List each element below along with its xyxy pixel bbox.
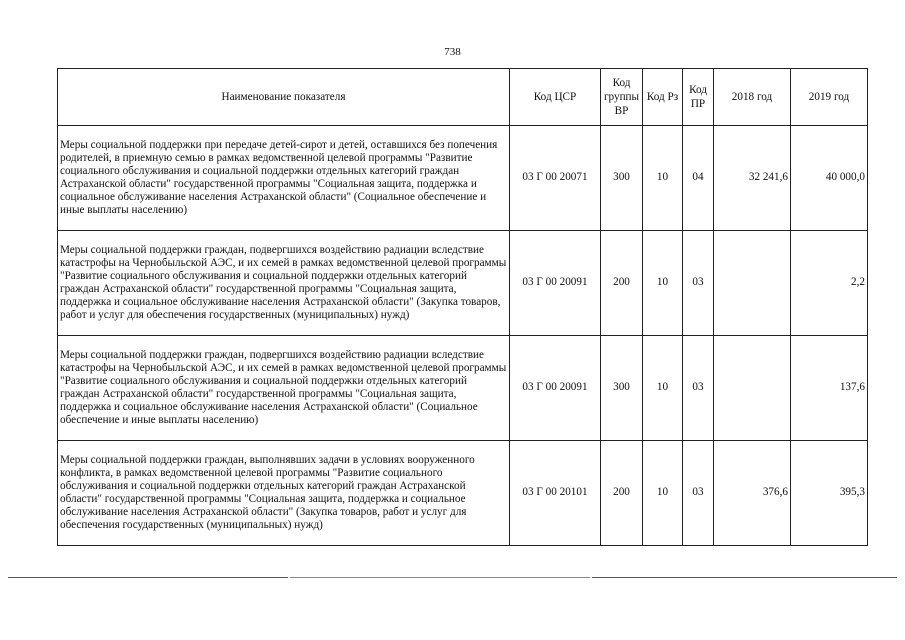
header-2018: 2018 год	[714, 69, 791, 126]
cell-2019: 40 000,0	[791, 126, 868, 231]
header-rz: Код Рз	[643, 69, 683, 126]
budget-table	[57, 68, 868, 546]
header-pr: Код ПР	[683, 69, 714, 126]
cell-csr: 03 Г 00 20071	[510, 126, 601, 231]
table-header-row	[58, 69, 868, 126]
cell-pr: 04	[683, 126, 714, 231]
cell-2018: 376,6	[714, 441, 791, 546]
header-vr: Код группы ВР	[601, 69, 643, 126]
cell-name: Меры социальной поддержки при передаче детей-сирот и детей, оставшихся без попечения родителей, в приемную семью в рамках ведомственной целевой программы "Развитие социального обслуживания и социальной поддержки отдельных категорий граждан Астраханской области" государственной программы "Социальная защита, поддержка и социальное обслуживание населения Астраханской области" (Социальное обеспечение и иные выплаты населению)	[58, 126, 510, 231]
cell-name: Меры социальной поддержки граждан, выполнявших задачи в условиях вооруженного конфликта, в рамках ведомственной целевой программы "Развитие социального обслуживания и социальной поддержки отдельных категорий граждан Астраханской области" государственной программы "Социальная защита, поддержка и социальное обслуживание населения Астраханской области" (Закупка товаров, работ и услуг для обеспечения государственных (муниципальных) нужд)	[58, 441, 510, 546]
cell-2018: 32 241,6	[714, 126, 791, 231]
table-row	[58, 336, 868, 441]
cell-2018	[714, 231, 791, 336]
cell-2018	[714, 336, 791, 441]
cell-2019: 395,3	[791, 441, 868, 546]
footer-rule-right	[592, 577, 897, 578]
cell-2019: 2,2	[791, 231, 868, 336]
cell-2019: 137,6	[791, 336, 868, 441]
footer-rule-left	[8, 577, 288, 578]
cell-vr: 300	[601, 336, 643, 441]
cell-csr: 03 Г 00 20091	[510, 231, 601, 336]
header-name: Наименование показателя	[58, 69, 510, 126]
header-2019: 2019 год	[791, 69, 868, 126]
cell-csr: 03 Г 00 20091	[510, 336, 601, 441]
cell-pr: 03	[683, 231, 714, 336]
cell-name: Меры социальной поддержки граждан, подвергшихся воздействию радиации вследствие катастрофы на Чернобыльской АЭС, и их семей в рамках ведомственной целевой программы "Развитие социального обслуживания и социальной поддержки отдельных категорий граждан Астраханской области" государственной программы "Социальная защита, поддержка и социальное обслуживание населения Астраханской области" (Закупка товаров, работ и услуг для обеспечения государственных (муниципальных) нужд)	[58, 231, 510, 336]
cell-pr: 03	[683, 336, 714, 441]
cell-name: Меры социальной поддержки граждан, подвергшихся воздействию радиации вследствие катастрофы на Чернобыльской АЭС, и их семей в рамках ведомственной целевой программы "Развитие социального обслуживания и социальной поддержки отдельных категорий граждан Астраханской области" государственной программы "Социальная защита, поддержка и социальное обслуживание населения Астраханской области" (Социальное обеспечение и иные выплаты населению)	[58, 336, 510, 441]
table-row	[58, 441, 868, 546]
header-csr: Код ЦСР	[510, 69, 601, 126]
cell-vr: 300	[601, 126, 643, 231]
cell-rz: 10	[643, 441, 683, 546]
page-number: 738	[444, 46, 461, 58]
cell-vr: 200	[601, 441, 643, 546]
cell-rz: 10	[643, 126, 683, 231]
cell-vr: 200	[601, 231, 643, 336]
cell-rz: 10	[643, 231, 683, 336]
cell-pr: 03	[683, 441, 714, 546]
table-row	[58, 231, 868, 336]
cell-csr: 03 Г 00 20101	[510, 441, 601, 546]
table-row	[58, 126, 868, 231]
cell-rz: 10	[643, 336, 683, 441]
footer-rule-center	[290, 577, 590, 578]
